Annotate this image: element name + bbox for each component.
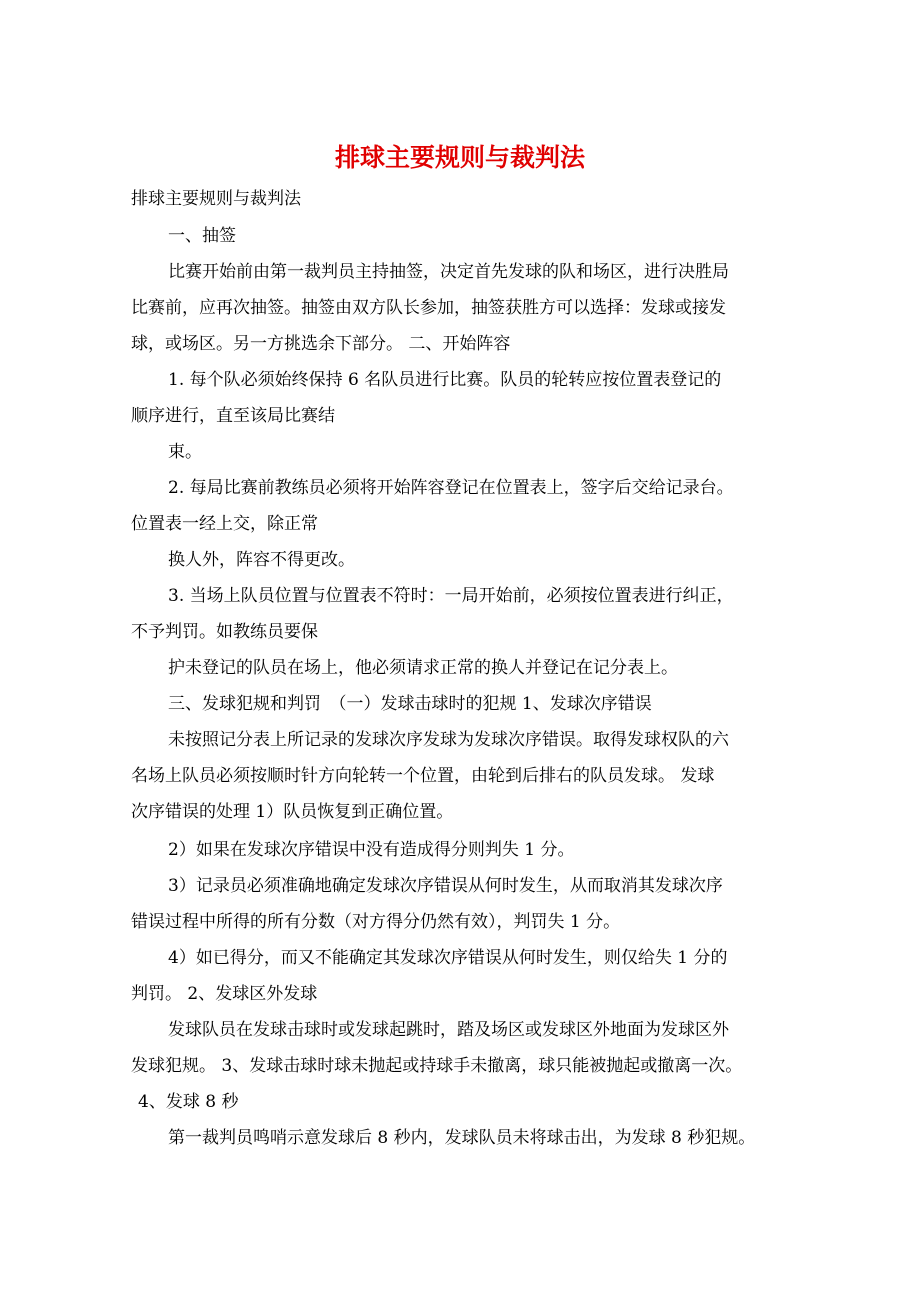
- paragraph-line: 护未登记的队员在场上，他必须请求正常的换人并登记在记分表上。: [168, 658, 678, 678]
- paragraph-line: 2）如果在发球次序错误中没有造成得分则判失 1 分。: [168, 840, 575, 860]
- paragraph-line: 束。: [168, 442, 202, 462]
- paragraph-line: 错误过程中所得的所有分数（对方得分仍然有效），判罚失 1 分。: [131, 912, 621, 932]
- paragraph-line: 第一裁判员鸣哨示意发球后 8 秒内，发球队员未将球击出，为发球 8 秒犯规。: [168, 1128, 756, 1148]
- paragraph-line: 4）如已得分，而又不能确定其发球次序错误从何时发生，则仅给失 1 分的: [168, 948, 728, 968]
- paragraph-line: 次序错误的处理 1）队员恢复到正确位置。: [131, 802, 454, 822]
- section-heading-serve: 三、发球犯规和判罚 （一）发球击球时的犯规 1、发球次序错误: [168, 694, 652, 714]
- paragraph-line: 判罚。 2、发球区外发球: [131, 984, 318, 1004]
- paragraph-line: 1. 每个队必须始终保持 6 名队员进行比赛。队员的轮转应按位置表登记的: [168, 370, 722, 390]
- paragraph-line: 4、发球 8 秒: [138, 1092, 239, 1112]
- subtitle-line: 排球主要规则与裁判法: [131, 189, 301, 209]
- paragraph-line: 比赛开始前由第一裁判员主持抽签，决定首先发球的队和场区，进行决胜局: [168, 262, 729, 282]
- paragraph-line: 3. 当场上队员位置与位置表不符时：一局开始前，必须按位置表进行纠正，: [168, 586, 734, 606]
- paragraph-line: 3）记录员必须准确地确定发球次序错误从何时发生，从而取消其发球次序: [168, 876, 723, 896]
- section-heading-draw: 一、抽签: [168, 226, 236, 246]
- paragraph-line: 发球队员在发球击球时或发球起跳时，踏及场区或发球区外地面为发球区外: [168, 1020, 729, 1040]
- paragraph-line: 位置表一经上交，除正常: [131, 514, 318, 534]
- paragraph-line: 发球犯规。 3、发球击球时球未抛起或持球手未撤离，球只能被抛起或撤离一次。: [131, 1056, 743, 1076]
- paragraph-line: 换人外，阵容不得更改。: [168, 550, 355, 570]
- paragraph-line: 不予判罚。如教练员要保: [131, 622, 318, 642]
- paragraph-line: 2. 每局比赛前教练员必须将开始阵容登记在位置表上，签字后交给记录台。: [168, 478, 734, 498]
- paragraph-line: 比赛前，应再次抽签。抽签由双方队长参加，抽签获胜方可以选择：发球或接发: [131, 298, 726, 318]
- paragraph-line: 球，或场区。另一方挑选余下部分。 二、开始阵容: [131, 334, 511, 354]
- document-title: 排球主要规则与裁判法: [334, 143, 585, 172]
- paragraph-line: 未按照记分表上所记录的发球次序发球为发球次序错误。取得发球权队的六: [168, 730, 729, 750]
- paragraph-line: 顺序进行，直至该局比赛结: [131, 406, 335, 426]
- paragraph-line: 名场上队员必须按顺时针方向轮转一个位置，由轮到后排右的队员发球。 发球: [131, 766, 715, 786]
